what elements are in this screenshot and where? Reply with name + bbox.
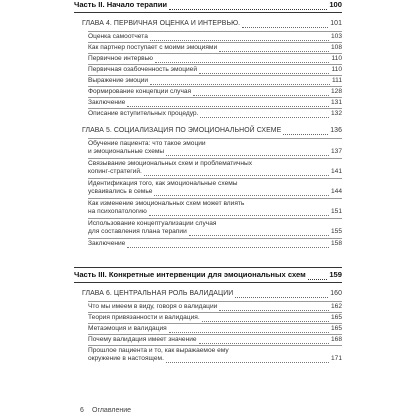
dot-leader	[155, 56, 329, 63]
dot-leader	[219, 45, 329, 52]
dot-leader	[308, 272, 328, 280]
divider	[74, 267, 342, 268]
page-number: 144	[330, 188, 342, 196]
page-number: 159	[329, 270, 342, 279]
toc-entry	[88, 336, 342, 344]
divider	[88, 323, 342, 324]
entry-title: Обучение пациента: что такое эмоции	[88, 140, 206, 147]
entry-title: Метаэмоция и валидация	[88, 325, 167, 332]
page-number: 168	[330, 336, 342, 343]
entry-title: Как партнер поступает с моими эмоциями	[88, 44, 218, 51]
page-number: 151	[330, 208, 342, 216]
page-number: 103	[330, 33, 342, 40]
dot-leader	[193, 89, 329, 96]
chapter-heading	[82, 289, 342, 298]
divider	[74, 282, 342, 283]
chapter-title: ГЛАВА 5. СОЦИАЛИЗАЦИЯ ПО ЭМОЦИОНАЛЬНОЙ СХЕМЕ	[82, 127, 282, 134]
toc-entry	[88, 303, 342, 311]
toc-entry	[88, 240, 342, 248]
divider	[88, 238, 342, 239]
entry-title: Заключение	[88, 240, 126, 247]
divider	[88, 75, 342, 76]
divider	[88, 97, 342, 98]
chapter-heading	[82, 126, 342, 135]
dot-leader	[169, 326, 329, 333]
page-number: 132	[330, 110, 342, 117]
toc-entry	[88, 44, 342, 52]
toc-entry	[88, 33, 342, 41]
toc-entry	[88, 140, 342, 156]
page-number: 137	[330, 148, 342, 156]
divider	[88, 108, 342, 109]
divider	[88, 312, 342, 313]
dot-leader	[127, 100, 329, 107]
page-number: 101	[330, 20, 342, 27]
entry-title-cont: копинг-стратегий.	[88, 168, 142, 176]
dot-leader	[219, 304, 329, 311]
entry-title: Прошлое пациента и то, как выражаемое ему	[88, 347, 229, 354]
toc-entry	[88, 77, 342, 85]
dot-leader	[166, 149, 329, 156]
page-number: 131	[330, 99, 342, 106]
page-number: 141	[330, 168, 342, 176]
entry-title-cont: на психопатологию	[88, 208, 147, 216]
entry-title: Заключение	[88, 99, 126, 106]
part-title: Часть II. Начало терапии	[74, 0, 168, 9]
entry-title-cont: и эмоциональные схемы	[88, 148, 165, 156]
divider	[88, 198, 342, 199]
dot-leader	[235, 291, 328, 298]
divider	[88, 345, 342, 346]
page-number: 111	[331, 77, 342, 84]
chapter-title: ГЛАВА 6. ЦЕНТРАЛЬНАЯ РОЛЬ ВАЛИДАЦИИ	[82, 290, 234, 297]
dot-leader	[200, 111, 329, 118]
page-number: 158	[330, 240, 342, 247]
toc-entry	[88, 200, 342, 216]
page-number: 165	[330, 314, 342, 321]
entry-title: Формирование концепции случая	[88, 88, 192, 95]
divider	[88, 178, 342, 179]
entry-title: Теория привязанности и валидация.	[88, 314, 200, 321]
dot-leader	[242, 21, 328, 28]
footer-section-title: Оглавление	[92, 407, 132, 414]
dot-leader	[150, 78, 330, 85]
page-number: 171	[330, 355, 342, 363]
toc-entry	[88, 220, 342, 236]
divider	[88, 31, 342, 32]
dot-leader	[199, 337, 329, 344]
dot-leader	[283, 128, 328, 135]
dot-leader	[189, 229, 329, 236]
dot-leader	[127, 241, 329, 248]
part-heading	[74, 0, 342, 10]
divider	[88, 64, 342, 65]
dot-leader	[144, 169, 329, 176]
page-number: 155	[330, 228, 342, 236]
part-heading	[74, 270, 342, 280]
page-number: 110	[331, 55, 342, 62]
divider	[88, 53, 342, 54]
entry-title: Описание вступительных процедур.	[88, 110, 199, 117]
page-number: 136	[330, 127, 342, 134]
dot-leader	[154, 189, 329, 196]
dot-leader	[149, 209, 329, 216]
divider	[88, 218, 342, 219]
entry-title: Первичное интервью	[88, 55, 153, 62]
toc-entry	[88, 160, 342, 176]
toc-entry	[88, 55, 342, 63]
entry-title: Первичная озабоченность эмоцией	[88, 66, 197, 73]
entry-title: Связывание эмоциональных схем и проблематичных	[88, 160, 253, 167]
toc-entry	[88, 180, 342, 196]
entry-title-cont: усваивались в семье	[88, 188, 153, 196]
page-number: 110	[331, 66, 342, 73]
divider	[74, 12, 342, 13]
divider	[88, 301, 342, 302]
entry-title: Использование концептуализации случая	[88, 220, 217, 227]
dot-leader	[166, 356, 329, 363]
page-number: 100	[329, 0, 342, 9]
part-title: Часть III. Конкретные интервенции для эмоциональных схем	[74, 270, 306, 279]
page-number: 162	[330, 303, 342, 310]
page-number: 165	[330, 325, 342, 332]
divider	[88, 334, 342, 335]
toc-entry	[88, 110, 342, 118]
page-number: 160	[330, 290, 342, 297]
dot-leader	[202, 315, 329, 322]
divider	[88, 42, 342, 43]
dot-leader	[169, 2, 327, 10]
divider	[88, 138, 342, 139]
page-number: 128	[330, 88, 342, 95]
entry-title: Оценка самоотчета	[88, 33, 148, 40]
entry-title-cont: для составления плана терапии	[88, 228, 187, 236]
entry-title: Что мы имеем в виду, говоря о валидации	[88, 303, 218, 310]
dot-leader	[199, 67, 329, 74]
toc-entry	[88, 347, 342, 363]
toc-entry	[88, 99, 342, 107]
page-number: 108	[330, 44, 342, 51]
entry-title: Почему валидация имеет значение	[88, 336, 197, 343]
entry-title: Выражение эмоции	[88, 77, 149, 84]
divider	[88, 158, 342, 159]
footer-page-number: 6	[80, 407, 84, 414]
dot-leader	[150, 34, 329, 41]
toc-entry	[88, 314, 342, 322]
divider	[88, 86, 342, 87]
toc-entry	[88, 66, 342, 74]
entry-title-cont: окружение в настоящем.	[88, 355, 164, 363]
entry-title: Как изменение эмоциональных схем может влиять	[88, 200, 245, 207]
entry-title: Идентификация того, как эмоциональные схемы	[88, 180, 238, 187]
toc-entry	[88, 325, 342, 333]
toc-entry	[88, 88, 342, 96]
chapter-title: ГЛАВА 4. ПЕРВИЧНАЯ ОЦЕНКА И ИНТЕРВЬЮ.	[82, 20, 241, 27]
chapter-heading	[82, 19, 342, 28]
